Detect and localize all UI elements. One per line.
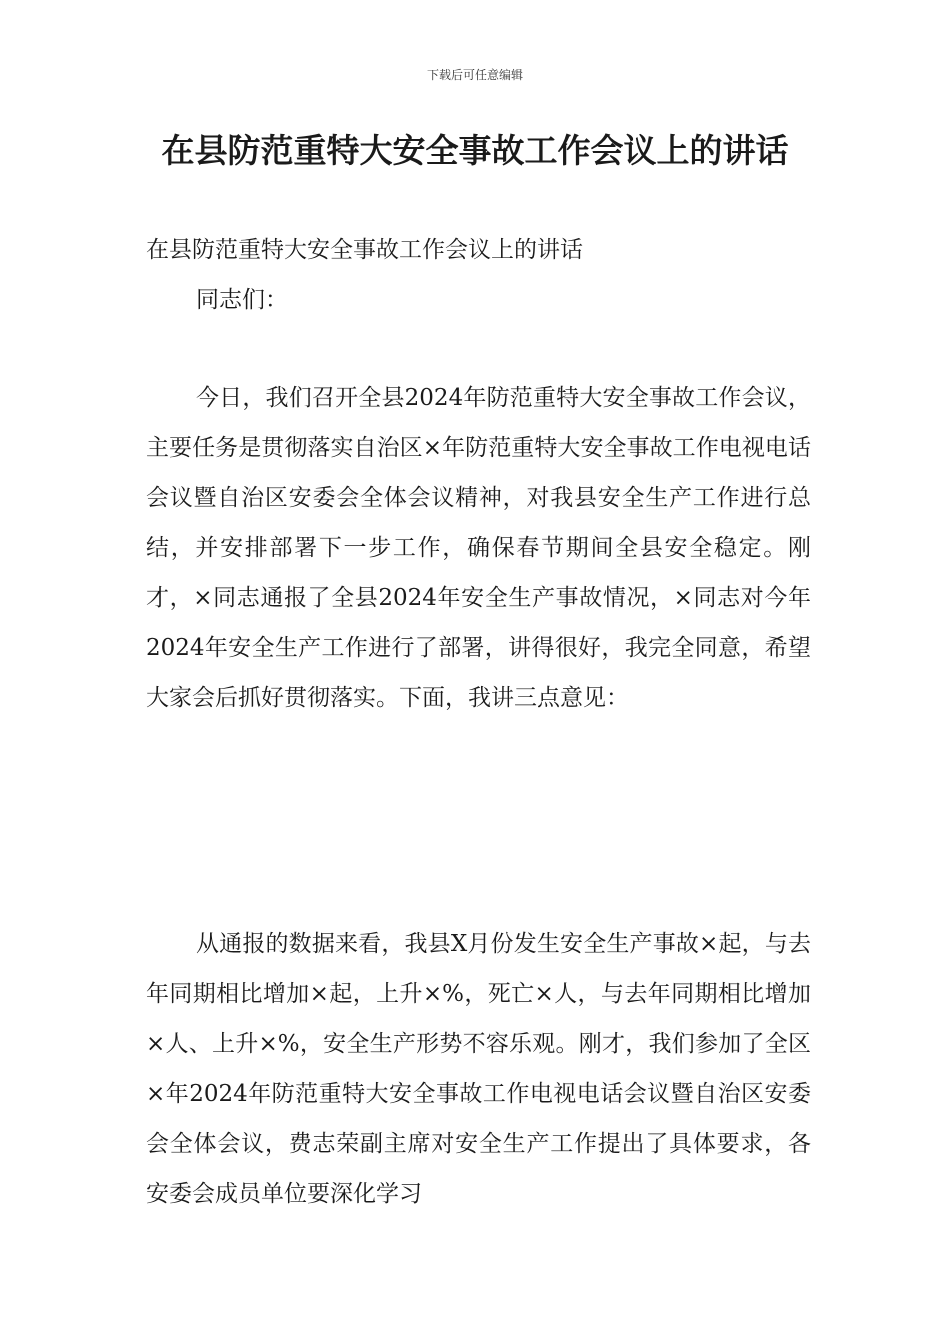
document-title: 在县防范重特大安全事故工作会议上的讲话 [161,131,789,170]
greeting: 同志们： [196,287,288,313]
document-subtitle: 在县防范重特大安全事故工作会议上的讲话 [146,237,583,263]
page-header-note: 下载后可任意编辑 [426,68,523,82]
paragraph-intro: 今日，我们召开全县2024年防范重特大安全事故工作会议，主要任务是贯彻落实自治区×年防范重特大安全事故工作电视电话会议暨自治区安委会全体会议精神，对我县安全生产工作进行总结，并安排部署下一步工作，确保春节期间全县安全稳定。刚才，×同志通报了全县2024年安全生产事故情况，×同志对今年2024年安全生产工作进行了部署，讲得很好，我完全同意，希望大家会后抓好贯彻落实。下面，我讲三点意见： [146,385,811,711]
paragraph-data-review: 从通报的数据来看，我县X月份发生安全生产事故×起，与去年同期相比增加×起，上升×%，死亡×人，与去年同期相比增加×人、上升×%，安全生产形势不容乐观。刚才，我们参加了全区×年2024年防范重特大安全事故工作电视电话会议暨自治区安委会全体会议，费志荣副主席对安全生产工作提出了具体要求，各安委会成员单位要深化学习 [146,931,811,1207]
